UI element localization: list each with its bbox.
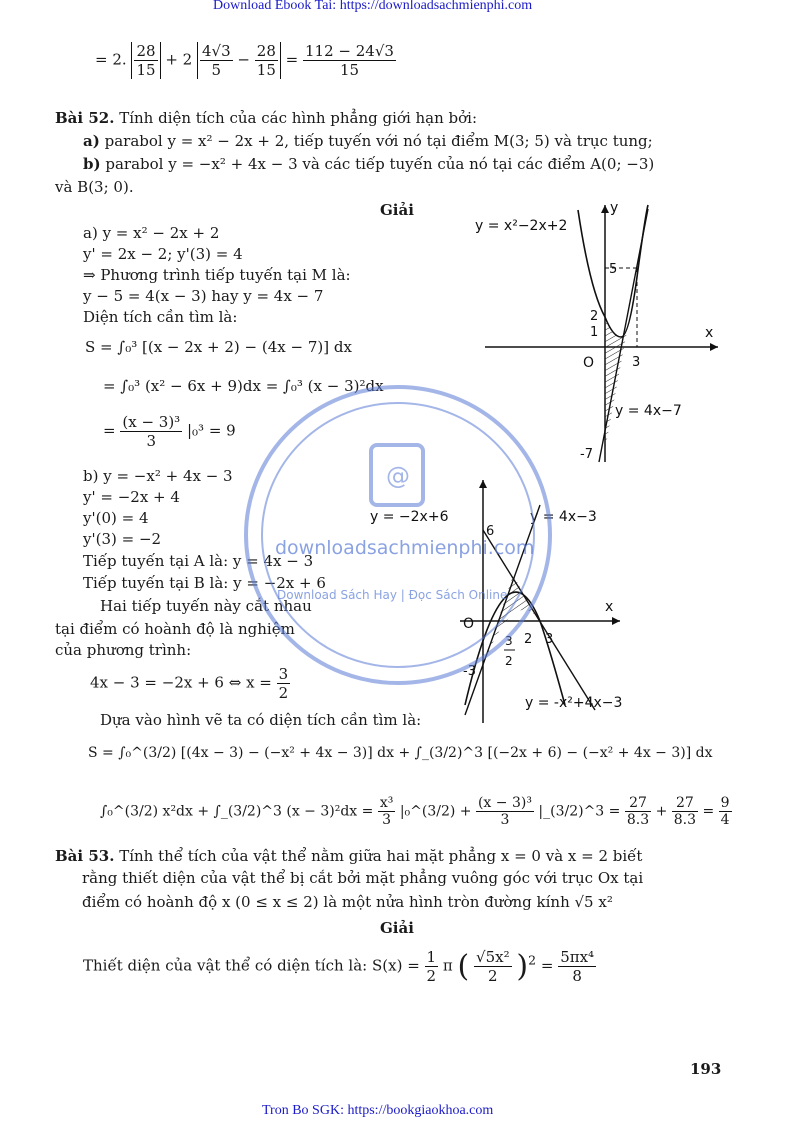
solution-heading: Giải [380, 919, 414, 937]
bai52-title [55, 108, 477, 128]
area-text: Dựa vào hình vẽ ta có diện tích cần tìm là: [100, 711, 422, 729]
fraction-denominator: 2 [426, 967, 437, 985]
fraction-denominator: 3 [382, 812, 392, 828]
fraction-numerator: 112 − 24√3 [305, 42, 394, 60]
fraction-numerator: 27 [672, 795, 698, 812]
tick-label: 3 [505, 634, 513, 648]
solution-b-line: tại điểm có hoành độ là nghiệm [55, 620, 295, 638]
fraction-denominator: 2 [278, 684, 289, 702]
solution-b-line: y'(3) = −2 [83, 530, 162, 548]
y-axis-arrow-icon [601, 205, 609, 213]
solution-text: Thiết diện của vật thể có diện tích là: S(x) = [83, 956, 420, 975]
bai52-part-b [83, 154, 654, 174]
tick-label: 3 [545, 632, 554, 647]
integral-left: ∫₀^(3/2) x²dx + ∫_(3/2)^3 (x − 3)²dx = [100, 803, 374, 820]
tick-label: 3 [632, 355, 641, 370]
fraction-denominator: 8.3 [626, 812, 650, 828]
watermark-site: downloadsachmienphi.com [275, 537, 535, 559]
fraction-denominator: 15 [256, 61, 276, 79]
integral-b2: ∫₀^(3/2) x²dx + ∫_(3/2)^3 (x − 3)²dx = $\frac{\text{x³}}{3}$ |₀^(3/2) + $\frac{\text{(x − 3)³}}{3}$ |_(3/2)^3 = $\frac{27}{8.3}$ + $\frac{27}{8.3}$ = $\frac{9}{4}$ [100, 795, 730, 828]
fraction-numerator: (x − 3)³ [122, 413, 181, 431]
tick-label: -3 [463, 664, 476, 679]
exercise-label: Bài 52. [55, 109, 115, 127]
fraction-denominator: 4 [720, 812, 730, 828]
y-axis-label: y [610, 200, 619, 216]
integral-a3: = $\frac{\text{(x − 3)³}}{3}$ |₀³ = 9 [103, 413, 236, 450]
watermark-seal [238, 380, 558, 690]
equation-text: 4x − 3 = −2x + 6 ⇔ x = [90, 673, 272, 692]
exponent: 2 [528, 952, 537, 968]
integral-result: = 9 [208, 421, 236, 440]
fraction-numerator: (x − 3)³ [477, 795, 532, 811]
formula-minus: − [237, 50, 250, 69]
pi-symbol: π [442, 956, 453, 975]
fraction-denominator: 2 [488, 967, 498, 985]
tangent-label: y = 4x−7 [615, 403, 682, 419]
x-axis-arrow-icon [612, 617, 620, 625]
solution-b-line: Hai tiếp tuyến này cắt nhau [100, 597, 312, 615]
line1-label: y = −2x+6 [370, 509, 449, 525]
formula-prefix: = 2. [95, 50, 127, 69]
exercise-title: Tính diện tích của các hình phẳng giới hạn bởi: [119, 109, 478, 127]
fraction-numerator: 1 [426, 948, 437, 966]
solution-b-line: Tiếp tuyến tại B là: y = −2x + 6 [83, 574, 326, 592]
origin-label: O [583, 355, 595, 371]
parabola-label: y = -x²+4x−3 [525, 695, 623, 711]
tick-label: 2 [505, 654, 513, 668]
header-download-link[interactable]: Download Ebook Tai: https://downloadsachmienphi.com [213, 0, 533, 13]
footer-link[interactable]: Tron Bo SGK: https://bookgiaokhoa.com [262, 1103, 494, 1118]
tick-label: 1 [590, 325, 599, 340]
part-text: parabol y = −x² + 4x − 3 và các tiếp tuyến của nó tại các điểm A(0; −3) [105, 155, 655, 173]
integral-bounds: |_(3/2)^3 [538, 803, 605, 820]
line2-label: y = 4x−3 [530, 509, 597, 525]
fraction-numerator: 28 [256, 42, 276, 60]
fraction-denominator: 5 [211, 61, 222, 79]
bai53-line1 [55, 846, 642, 866]
bai53-line3: điểm có hoành độ x (0 ≤ x ≤ 2) là một nửa hình tròn đường kính √5 x² [82, 893, 613, 911]
fraction-denominator: 3 [500, 812, 510, 828]
solution-b-line: y'(0) = 4 [83, 509, 149, 527]
tick-label: 2 [524, 632, 533, 647]
fraction-numerator: 4√3 [201, 42, 231, 60]
bai53-solution: Thiết diện của vật thể có diện tích là: S(x) = $\frac{1}{2}$ π ( $\frac{\text{√5x²}}{2}$ )$^2$ = $\frac{\text{5πx⁴}}{8}$ [83, 948, 595, 985]
integral-a1: S = ∫₀³ [(x − 2x + 2) − (4x − 7)] dx [85, 338, 352, 356]
fraction-numerator: 27 [625, 795, 651, 812]
fraction-denominator: 15 [339, 61, 360, 79]
exercise-text: Tính thể tích của vật thể nằm giữa hai mặt phẳng x = 0 và x = 2 biết [119, 847, 643, 865]
bai52-part-a [83, 131, 653, 151]
integral-a2: = ∫₀³ (x² − 6x + 9)dx = ∫₀³ (x − 3)²dx [103, 377, 384, 395]
exercise-label: Bài 53. [55, 847, 115, 865]
fraction-denominator: 8 [572, 967, 582, 985]
tick-label: -7 [580, 447, 593, 462]
fraction-denominator: 8.3 [673, 812, 697, 828]
formula-equals: = [540, 956, 554, 975]
integral-b1: S = ∫₀^(3/2) [(4x − 3) − (−x² + 4x − 3)] dx + ∫_(3/2)^3 [(−2x + 6) − (−x² + 4x − 3)] dx [88, 745, 713, 761]
fraction-numerator: √5x² [476, 948, 510, 966]
top-formula [95, 42, 396, 79]
at-sign-icon: @ [386, 462, 410, 490]
part-label: a) [83, 132, 100, 150]
x-axis-arrow-icon [710, 343, 718, 351]
fraction-numerator: x³ [379, 795, 394, 811]
origin-label: O [463, 616, 475, 632]
integral-bounds: |₀^(3/2) [399, 803, 456, 820]
fraction-numerator: 3 [278, 665, 289, 683]
fraction-denominator: 3 [146, 432, 157, 450]
formula-plus: + 2 [165, 50, 193, 69]
fraction-denominator: 15 [136, 61, 156, 79]
solution-a-line: Diện tích cần tìm là: [83, 308, 238, 326]
part-label: b) [83, 155, 101, 173]
integral-bounds: |₀³ [186, 421, 205, 440]
tick-label: 6 [486, 524, 495, 539]
fraction-numerator: 28 [136, 42, 156, 60]
part-text: parabol y = x² − 2x + 2, tiếp tuyến với nó tại điểm M(3; 5) và trục tung; [104, 132, 653, 150]
parabola-label: y = x²−2x+2 [475, 218, 568, 234]
solution-b-line: Tiếp tuyến tại A là: y = 4x − 3 [83, 552, 314, 570]
bai52-part-b-cont: và B(3; 0). [55, 178, 134, 196]
formula-plus: + [459, 803, 472, 820]
page-number: 193 [690, 1060, 722, 1078]
solution-b-line: của phương trình: [55, 641, 192, 659]
tick-label: 2 [590, 309, 599, 324]
solution-a-line: ⇒ Phương trình tiếp tuyến tại M là: [83, 266, 351, 284]
tick-label: 5 [609, 262, 618, 277]
fraction-numerator: 9 [720, 795, 730, 811]
solution-heading: Giải [380, 201, 414, 219]
watermark-tagline: Download Sách Hay | Đọc Sách Online [277, 588, 508, 602]
solution-b-line: b) y = −x² + 4x − 3 [83, 467, 233, 485]
x-axis-label: x [605, 599, 614, 615]
formula-equals: = [285, 50, 299, 69]
solution-a-line: a) y = x² − 2x + 2 [83, 224, 220, 242]
bai53-line2: rằng thiết diện của vật thể bị cắt bởi mặt phẳng vuông góc với trục Ox tại [82, 869, 644, 887]
solution-a-line: y' = 2x − 2; y'(3) = 4 [83, 245, 243, 263]
solution-a-line: y − 5 = 4(x − 3) hay y = 4x − 7 [83, 287, 324, 305]
solution-b-line: y' = −2x + 4 [83, 488, 180, 506]
x-axis-label: x [705, 325, 714, 341]
formula-equals: = [608, 803, 621, 820]
fraction-numerator: 5πx⁴ [560, 948, 595, 966]
